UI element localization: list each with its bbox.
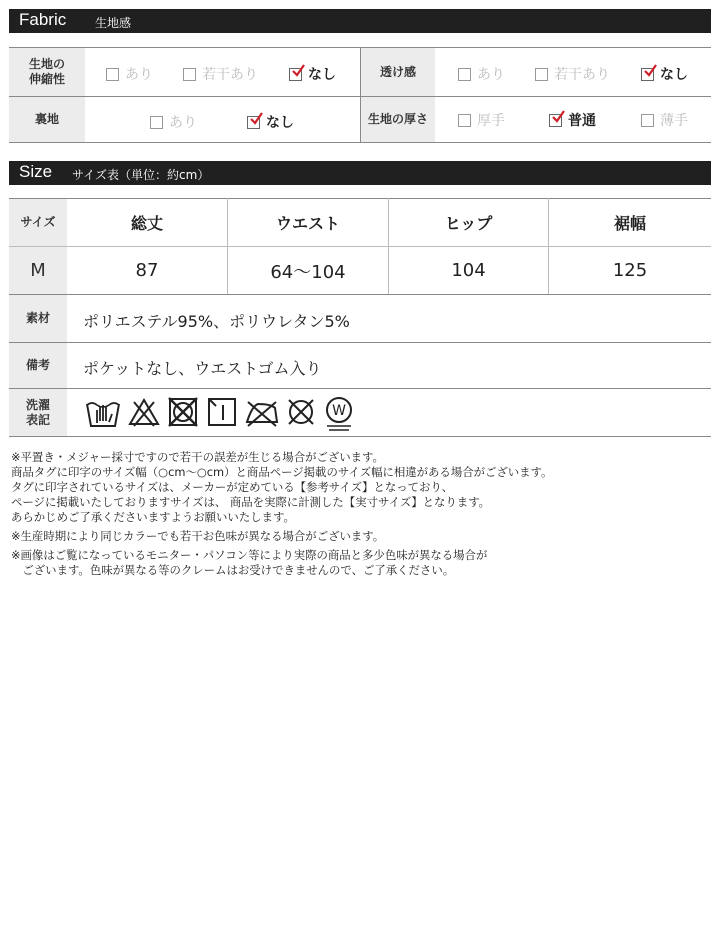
thickness-option-atsude xyxy=(458,110,505,130)
checkbox-empty-icon xyxy=(458,114,471,127)
option-label: 普通 xyxy=(568,113,596,129)
option-label: なし xyxy=(266,115,294,131)
sheer-label: 透け感 xyxy=(361,48,435,96)
checkbox-checked-icon xyxy=(641,68,654,81)
sheer-option-jakkan xyxy=(535,64,610,84)
material-label: 素材 xyxy=(9,295,67,342)
svg-text:W: W xyxy=(332,403,346,419)
option-label: 薄手 xyxy=(660,113,688,129)
header-total-length: 総丈 xyxy=(130,214,163,233)
option-label: あり xyxy=(125,67,153,83)
note-line: ※画像はご覧になっているモニター・パソコン等により実際の商品と多少色味が異なる場合が xyxy=(11,548,488,562)
size-header-bar xyxy=(9,161,711,185)
note-line: ※生産時期により同じカラーでも若干お色味が異なる場合がございます。 xyxy=(11,529,385,543)
size-header-label: サイズ xyxy=(9,199,67,246)
fabric-header-bar xyxy=(9,9,711,33)
option-label: なし xyxy=(308,67,336,83)
note-line: タグに印字されているサイズは、メーカーが定めている【参考サイズ】となっており、 xyxy=(11,480,454,494)
stretch-option-ari xyxy=(106,64,153,84)
lining-option-ari xyxy=(150,112,197,132)
header-hem-width: 裾幅 xyxy=(613,214,646,233)
notes-block xyxy=(11,450,711,578)
stretch-option-jakkan xyxy=(183,64,258,84)
option-label: なし xyxy=(660,67,688,83)
option-label: 厚手 xyxy=(477,113,505,129)
header-waist: ウエスト xyxy=(275,214,340,233)
note-line: ページに掲載いたしておりますサイズは、 商品を実際に計測した【実寸サイズ】となります。 xyxy=(11,495,491,509)
checkbox-empty-icon xyxy=(183,68,196,81)
size-row-label: M xyxy=(9,247,67,294)
checkbox-empty-icon xyxy=(106,68,119,81)
note-line: ※平置き・メジャー採寸ですので若干の誤差が生じる場合がございます。 xyxy=(11,450,384,464)
hand-wash-icon xyxy=(85,396,121,428)
lining-label: 裏地 xyxy=(9,97,85,142)
checkbox-empty-icon xyxy=(150,116,163,129)
thickness-option-futsuu xyxy=(549,110,596,130)
material-value: ポリエステル95%、ポリウレタン5% xyxy=(83,312,350,331)
checkbox-empty-icon xyxy=(535,68,548,81)
thickness-label: 生地の厚さ xyxy=(361,97,435,142)
value-hip: 104 xyxy=(451,260,486,281)
note-line: あらかじめご了承くださいますようお願いいたします。 xyxy=(11,510,295,524)
lining-option-nashi xyxy=(247,112,294,132)
note-line: ございます。色味が異なる等のクレームはお受けできませんので、ご了承ください。 xyxy=(11,563,455,577)
sheer-option-nashi xyxy=(641,64,688,84)
note-line: 商品タグに印字のサイズ幅（○cm〜○cm）と商品ページ掲載のサイズ幅に相違がある場合がございます。 xyxy=(11,465,553,479)
remarks-label: 備考 xyxy=(9,343,67,388)
value-hem-width: 125 xyxy=(612,260,648,281)
option-label: 若干あり xyxy=(202,67,258,83)
header-hip: ヒップ xyxy=(444,214,493,233)
fabric-title: Fabric xyxy=(19,10,67,29)
size-title: Size xyxy=(19,162,53,181)
no-iron-icon xyxy=(244,396,280,428)
option-label: あり xyxy=(169,115,197,131)
checkbox-empty-icon xyxy=(458,68,471,81)
thickness-option-usude xyxy=(641,110,688,130)
wet-clean-icon xyxy=(323,396,355,432)
size-subtitle: サイズ表（単位：約cm） xyxy=(72,168,210,182)
option-label: 若干あり xyxy=(554,67,610,83)
checkbox-checked-icon xyxy=(289,68,302,81)
value-total-length: 87 xyxy=(135,260,159,281)
checkbox-checked-icon xyxy=(247,116,260,129)
fabric-subtitle: 生地感 xyxy=(95,16,132,30)
stretch-label: 生地の 伸縮性 xyxy=(9,48,85,96)
no-bleach-icon xyxy=(128,396,160,428)
no-tumble-dry-icon xyxy=(167,396,199,428)
stretch-option-nashi xyxy=(289,64,336,84)
checkbox-checked-icon xyxy=(549,114,562,127)
line-dry-shade-icon xyxy=(206,396,238,428)
option-label: あり xyxy=(477,67,505,83)
remarks-value: ポケットなし、ウエストゴム入り xyxy=(83,359,322,378)
value-waist: 64〜104 xyxy=(270,261,346,283)
care-label: 洗濯 表記 xyxy=(9,389,67,436)
sheer-option-ari xyxy=(458,64,505,84)
no-dry-clean-icon xyxy=(285,396,317,428)
checkbox-empty-icon xyxy=(641,114,654,127)
